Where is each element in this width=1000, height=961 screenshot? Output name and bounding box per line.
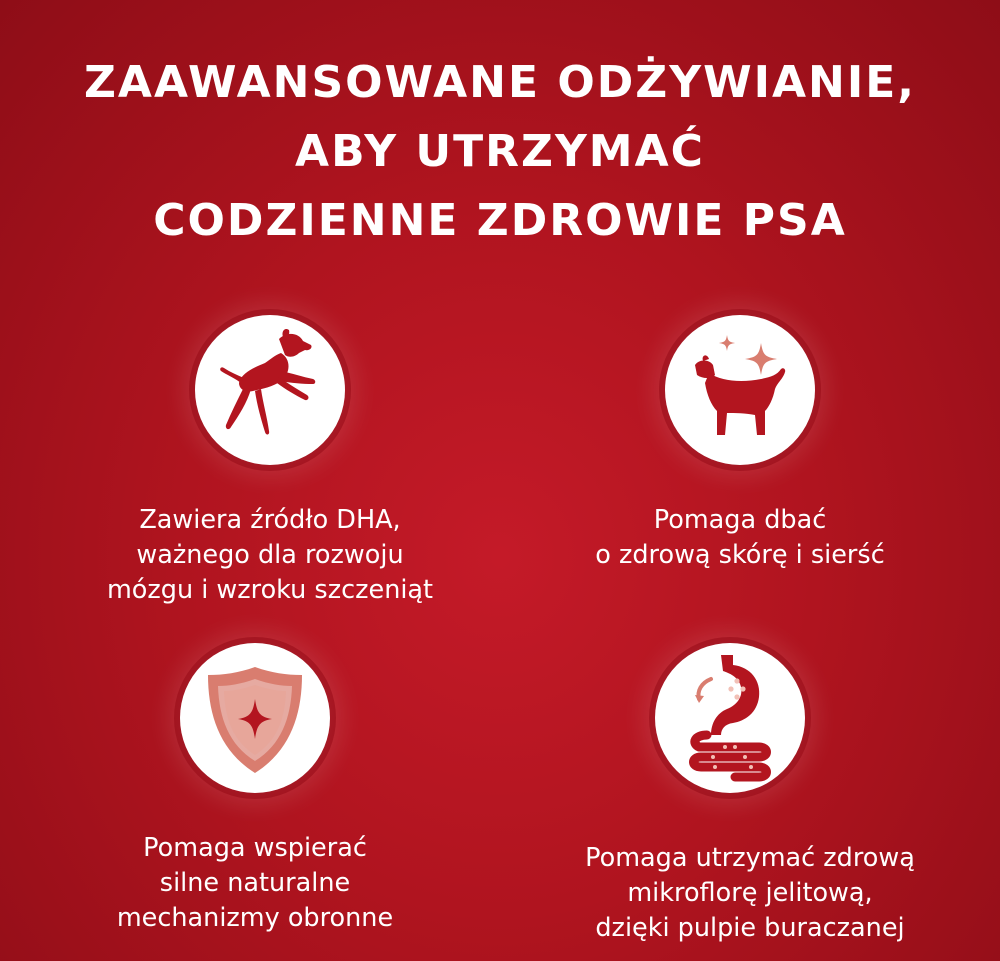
feature-digestion-caption bbox=[520, 841, 980, 946]
feature-dha-line-2: ważnego dla rozwoju bbox=[136, 540, 404, 570]
feature-dha-caption bbox=[40, 503, 500, 608]
feature-skin-coat-line-1: Pomaga dbać bbox=[653, 505, 827, 535]
shield-icon-badge bbox=[180, 643, 330, 793]
feature-dha-line-1: Zawiera źródło DHA, bbox=[139, 505, 401, 535]
feature-digestion bbox=[520, 643, 980, 943]
feature-digestion-line-1: Pomaga utrzymać zdrową bbox=[585, 843, 915, 873]
feature-dha-line-3: mózgu i wzroku szczeniąt bbox=[106, 575, 434, 605]
feature-skin-coat-caption bbox=[510, 503, 970, 573]
feature-immunity bbox=[25, 643, 485, 943]
feature-immunity-caption bbox=[25, 831, 485, 936]
feature-digestion-line-3: dzięki pulpie buraczanej bbox=[595, 913, 905, 943]
feature-skin-coat-line-2: o zdrową skórę i sierść bbox=[595, 540, 885, 570]
shield-icon bbox=[180, 643, 330, 793]
digestive-system-icon-badge bbox=[655, 643, 805, 793]
jumping-dog-icon bbox=[195, 315, 345, 465]
jumping-dog-icon-badge bbox=[195, 315, 345, 465]
headline-line-1: ZAAWANSOWANE ODŻYWIANIE, bbox=[84, 57, 916, 108]
shiny-coat-dog-icon bbox=[665, 315, 815, 465]
feature-immunity-line-1: Pomaga wspierać bbox=[143, 833, 367, 863]
feature-skin-coat bbox=[510, 315, 970, 615]
shiny-coat-dog-icon-badge bbox=[665, 315, 815, 465]
headline bbox=[0, 48, 1000, 255]
feature-digestion-line-2: mikroflorę jelitową, bbox=[627, 878, 873, 908]
headline-line-3: CODZIENNE ZDROWIE PSA bbox=[153, 195, 847, 246]
feature-immunity-line-3: mechanizmy obronne bbox=[116, 903, 394, 933]
digestive-system-icon bbox=[655, 643, 805, 793]
headline-line-2: ABY UTRZYMAĆ bbox=[295, 126, 705, 177]
feature-immunity-line-2: silne naturalne bbox=[159, 868, 351, 898]
feature-dha bbox=[40, 315, 500, 615]
